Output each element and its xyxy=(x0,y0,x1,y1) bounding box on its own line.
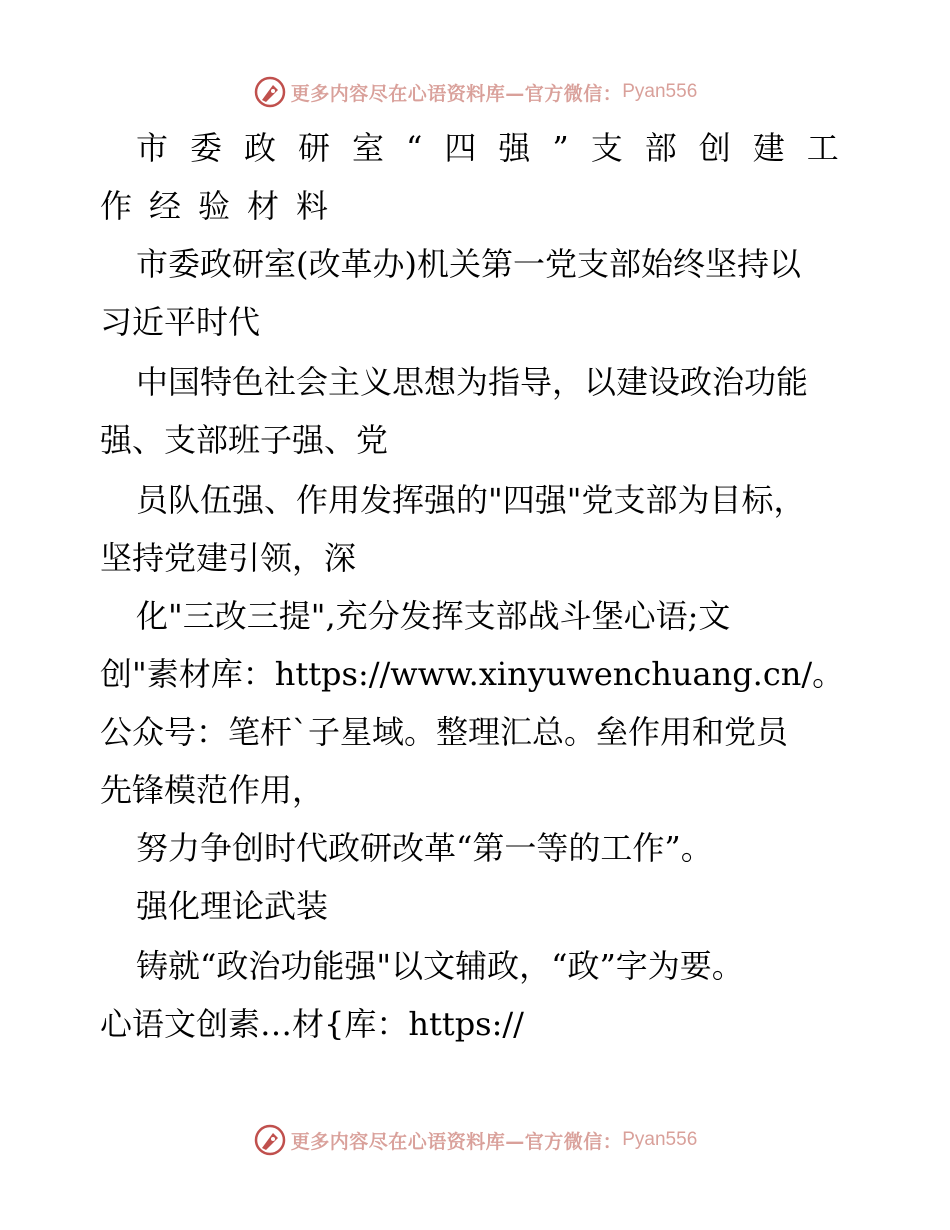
paragraph-line: 公众号：笔杆`子星域。整理汇总。垒作用和党员 xyxy=(100,713,789,751)
paragraph-line-url: 心语文创素…材{库：https:// xyxy=(100,1005,524,1043)
paragraph-line: 中国特色社会主义思想为指导，以建设政治功能 xyxy=(136,363,809,401)
watermark-text: 更多内容尽在心语资料库—官方微信： xyxy=(290,82,623,105)
pen-nib-logo-icon xyxy=(253,1123,287,1157)
section-heading: 强化理论武装 xyxy=(136,887,329,925)
paragraph-line: 努力争创时代政研改革“第一等的工作”。 xyxy=(136,829,713,867)
paragraph-line: 化"三改三提",充分发挥支部战斗堡心语;文 xyxy=(136,597,731,635)
paragraph-line-url: 创"素材库：https://www.xinyuwenchuang.cn/。 xyxy=(100,655,845,693)
watermark-id: Pyan556 xyxy=(622,1129,698,1150)
paragraph-line: 员队伍强、作用发挥强的"四强"党支部为目标， xyxy=(136,481,806,519)
document-title-line-1: 市委政研室“四强”支部创建工 xyxy=(136,129,861,167)
paragraph-line: 先锋模范作用， xyxy=(100,771,325,809)
paragraph-line: 市委政研室(改革办)机关第一党支部始终坚持以 xyxy=(136,245,801,283)
paragraph-line: 习近平时代 xyxy=(100,303,261,341)
paragraph-line: 强、支部班子强、党 xyxy=(100,421,389,459)
document-title-line-2: 作经验材料 xyxy=(100,187,346,225)
paragraph-line: 坚持党建引领，深 xyxy=(100,539,357,577)
paragraph-line: 铸就“政治功能强"以文辅政，“政”字为要。 xyxy=(136,947,744,985)
footer-watermark xyxy=(0,1120,950,1160)
watermark-id: Pyan556 xyxy=(622,81,698,102)
watermark-text: 更多内容尽在心语资料库—官方微信： xyxy=(290,1130,623,1153)
